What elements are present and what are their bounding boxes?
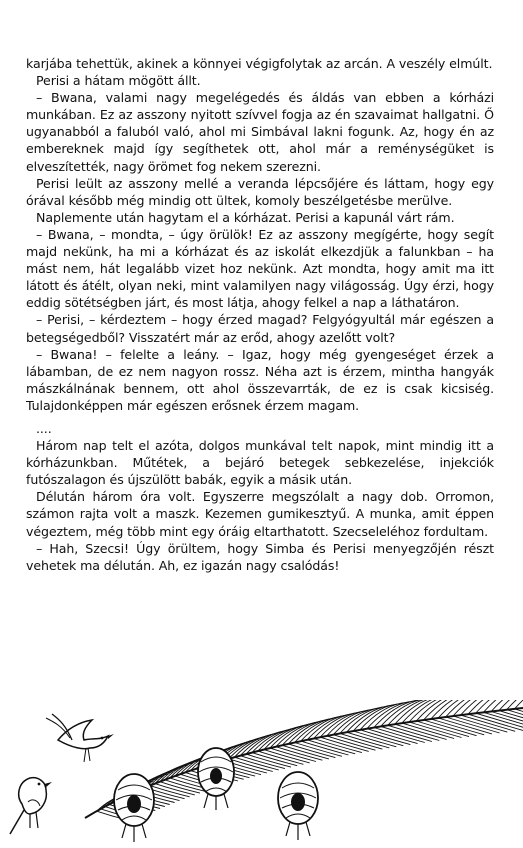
palm-leaflet	[395, 724, 447, 739]
section-separator: ....	[36, 420, 52, 436]
palm-leaflet	[347, 732, 397, 747]
hanging-nest-icon	[114, 774, 154, 842]
hanging-nest-icon	[198, 748, 234, 810]
paragraph: Perisi a hátam mögött állt.	[36, 73, 201, 89]
palm-leaflet	[360, 730, 410, 745]
palm-leaflet	[424, 720, 477, 736]
perched-bird-icon	[10, 778, 52, 834]
palm-leaflet	[353, 731, 403, 746]
palm-leaflet	[461, 715, 516, 731]
palm-leaflet	[388, 725, 440, 740]
hanging-nest-icon	[278, 772, 318, 840]
palm-leaflet	[381, 726, 432, 741]
palm-leaflet	[416, 721, 469, 737]
paragraph: Naplemente után hagytam el a kórházat. Perisi a kapunál várt rám.	[36, 209, 455, 225]
paragraph: karjába tehettük, akinek a könnyei végigfolytak az arcán. A veszély elmúlt.	[26, 56, 493, 71]
body-text	[26, 55, 494, 574]
palm-leaflet	[453, 716, 507, 732]
paragraph: – Perisi, – kérdeztem – hogy érzed magad? Felgyógyultál már egészen a betegségedből? Visszatért már az erőd, ahogy azelőtt volt?	[26, 312, 494, 345]
palm-leaflet	[446, 717, 500, 733]
palm-leaflet	[438, 718, 492, 734]
palm-leaflet	[402, 723, 454, 738]
paragraph: – Hah, Szecsi! Úgy örültem, hogy Simba és Perisi menyegzőjén részt vehetek ma délután. Ah, ez igazán nagy csalódás!	[26, 540, 494, 573]
paragraph: Délután három óra volt. Egyszerre megszólalt a nagy dob. Orromon, számon rajta volt a maszk. Kezemen gumikesztyű. A munka, amit éppen végeztem, még több mint egy óráig eltarthatott. Szecseleléhoz fordultam.	[26, 489, 494, 539]
paragraph: Perisi leült az asszony mellé a veranda lépcsőjére és láttam, hogy egy órával később még mindig ott ültek, komoly beszélgetésbe merülve.	[26, 175, 494, 208]
paragraph: – Bwana! – felelte a leány. – Igaz, hogy még gyengeséget érzek a lábamban, de ez nem nagyon rossz. Néha azt is érzem, mintha hangyák mászkálnának bennem, ott ahol összevarrták, de ez is csak kicsiség. Tulajdonképpen már egészen erősnek érzem magam.	[26, 346, 494, 413]
palm-leaflet	[468, 714, 523, 730]
paragraph: – Bwana, valami nagy megelégedés és áldás van ebben a kórházi munkában. Ez az asszony nyitott szívvel fogja az én szavaimat hallgatni. Ő ugyanabból a faluból való, ahol mi Simbával lakni fogunk. Az, hogy én az embereknek majd így segíthetek ott, ahol már a reménységüket is elveszítették, nagy örömet fog nekem szerezni.	[26, 90, 494, 174]
palm-frond-birds-illustration	[0, 700, 523, 848]
palm-leaflet	[229, 759, 273, 772]
palm-leaflet	[374, 728, 425, 743]
palm-leaflet	[431, 719, 484, 735]
paragraph: Három nap telt el azóta, dolgos munkával telt napok, mint mindig itt a kórházunkban. Műtétek, a bejáró betegek sebkezelése, injekciók futószalagon és újszülött babák, egyik a másik után.	[26, 438, 494, 488]
paragraph: – Bwana, – mondta, – úgy örülök! Ez az asszony megígérte, hogy segít majd nekünk, ha mi a kórházat és az iskolát elkezdjük a falunkban – ha mást nem, hát legalább vizet hoz nekünk. Azt mondta, hogy amit ma itt látott és átélt, olyan neki, mint valamilyen nagy világosság. Úgy érzi, hogy eddig sötétségben járt, és most látja, ahogy felkel a nap a láthatáron.	[26, 226, 494, 311]
flying-bird-icon	[46, 714, 114, 762]
palm-leaflet	[409, 722, 462, 738]
palm-leaflet	[367, 729, 418, 744]
